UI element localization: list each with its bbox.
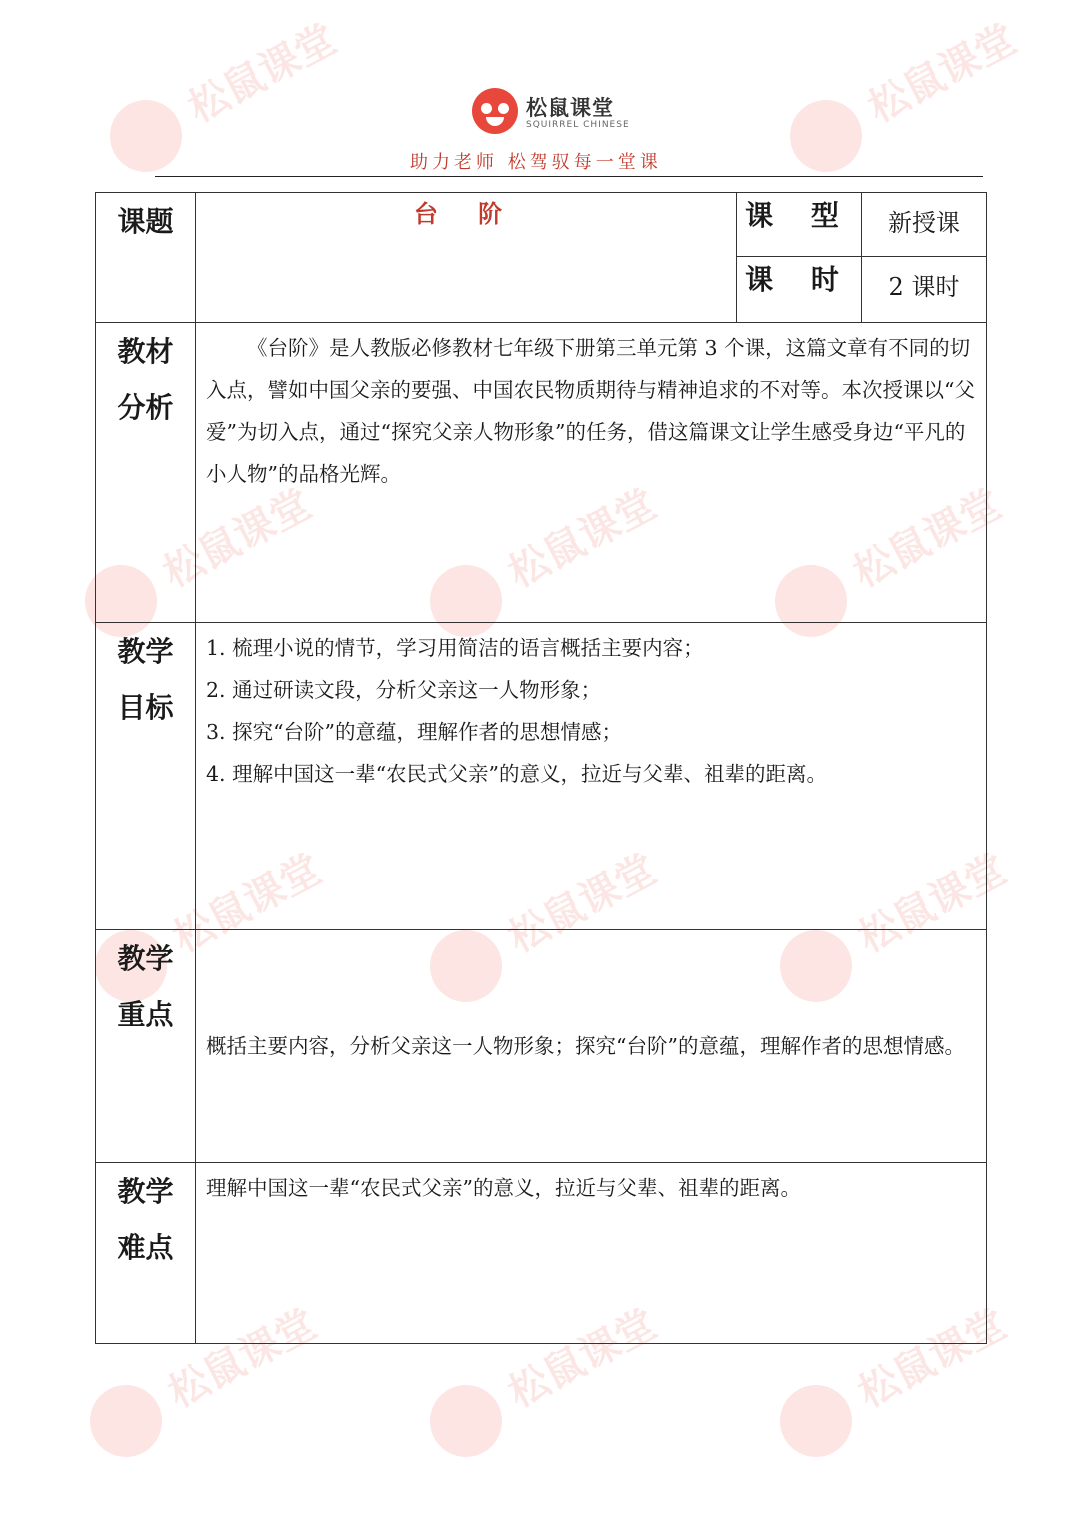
watermark-text: 松鼠课堂	[155, 481, 319, 597]
key-points-content	[196, 930, 987, 1163]
brand-name: 松鼠课堂	[526, 96, 614, 120]
table-row	[96, 930, 987, 1163]
table-row	[96, 1163, 987, 1344]
objectives-label	[96, 623, 196, 930]
objectives-content	[196, 623, 987, 930]
objective-item: 3. 探究“台阶”的意蕴，理解作者的思想情感；	[206, 720, 623, 744]
label-line: 目标	[117, 691, 174, 724]
analysis-text: 《台阶》是人教版必修教材七年级下册第三单元第 3 个课，这篇文章有不同的切入点，譬如中国父亲的要强、中国农民物质期待与精神追求的不对等。本次授课以“父爱”为切入点，通过“探究父亲人物形象”的任务，借这篇课文让学生感受身边“平凡的小人物”的品格光辉。	[206, 336, 975, 486]
label-line: 教材	[117, 335, 174, 368]
label-line: 教学	[117, 1175, 174, 1208]
watermark-text: 松鼠课堂	[500, 1301, 664, 1417]
table-row	[96, 193, 987, 257]
analysis-label	[96, 323, 196, 623]
objective-item: 2. 通过研读文段，分析父亲这一人物形象；	[206, 678, 602, 702]
difficulties-label	[96, 1163, 196, 1344]
page-header	[0, 0, 1080, 190]
label-line: 分析	[117, 391, 174, 424]
table-row	[96, 623, 987, 930]
header-divider	[155, 176, 983, 177]
label-line: 教学	[117, 942, 174, 975]
analysis-content	[196, 323, 987, 623]
lesson-type-label: 课 型	[737, 193, 862, 257]
key-points-text: 概括主要内容，分析父亲这一人物形象；探究“台阶”的意蕴，理解作者的思想情感。	[206, 1034, 965, 1058]
key-points-label	[96, 930, 196, 1163]
label-line: 难点	[117, 1231, 174, 1264]
label-line: 重点	[117, 998, 174, 1031]
lesson-hours-value: 2 课时	[862, 257, 987, 323]
slogan: 助力老师 松驾驭每一堂课	[410, 152, 662, 173]
topic-label: 课题	[96, 193, 196, 323]
watermark-text: 松鼠课堂	[160, 1301, 324, 1417]
brand-subtitle: SQUIRREL CHINESE	[526, 120, 630, 130]
table-row	[96, 323, 987, 623]
squirrel-watermark-icon	[90, 1385, 162, 1457]
objective-item: 1. 梳理小说的情节，学习用简洁的语言概括主要内容；	[206, 636, 704, 660]
squirrel-watermark-icon	[780, 1385, 852, 1457]
lesson-title: 台 阶	[196, 193, 737, 323]
objective-item: 4. 理解中国这一辈“农民式父亲”的意义，拉近与父辈、祖辈的距离。	[206, 762, 828, 786]
difficulties-text: 理解中国这一辈“农民式父亲”的意义，拉近与父辈、祖辈的距离。	[206, 1176, 801, 1200]
lesson-plan-table	[95, 192, 987, 1344]
lesson-type-value: 新授课	[862, 193, 987, 257]
lesson-hours-label: 课 时	[737, 257, 862, 323]
watermark-text: 松鼠课堂	[180, 16, 344, 132]
squirrel-logo-icon	[472, 88, 518, 134]
watermark-text: 松鼠课堂	[850, 1301, 1014, 1417]
difficulties-content	[196, 1163, 987, 1344]
watermark-text: 松鼠课堂	[500, 481, 664, 597]
watermark-text: 松鼠课堂	[500, 846, 664, 962]
label-line: 教学	[117, 635, 174, 668]
watermark-text: 松鼠课堂	[850, 846, 1014, 962]
watermark-text: 松鼠课堂	[860, 16, 1024, 132]
squirrel-watermark-icon	[430, 1385, 502, 1457]
watermark-text: 松鼠课堂	[845, 481, 1009, 597]
watermark-text: 松鼠课堂	[165, 846, 329, 962]
